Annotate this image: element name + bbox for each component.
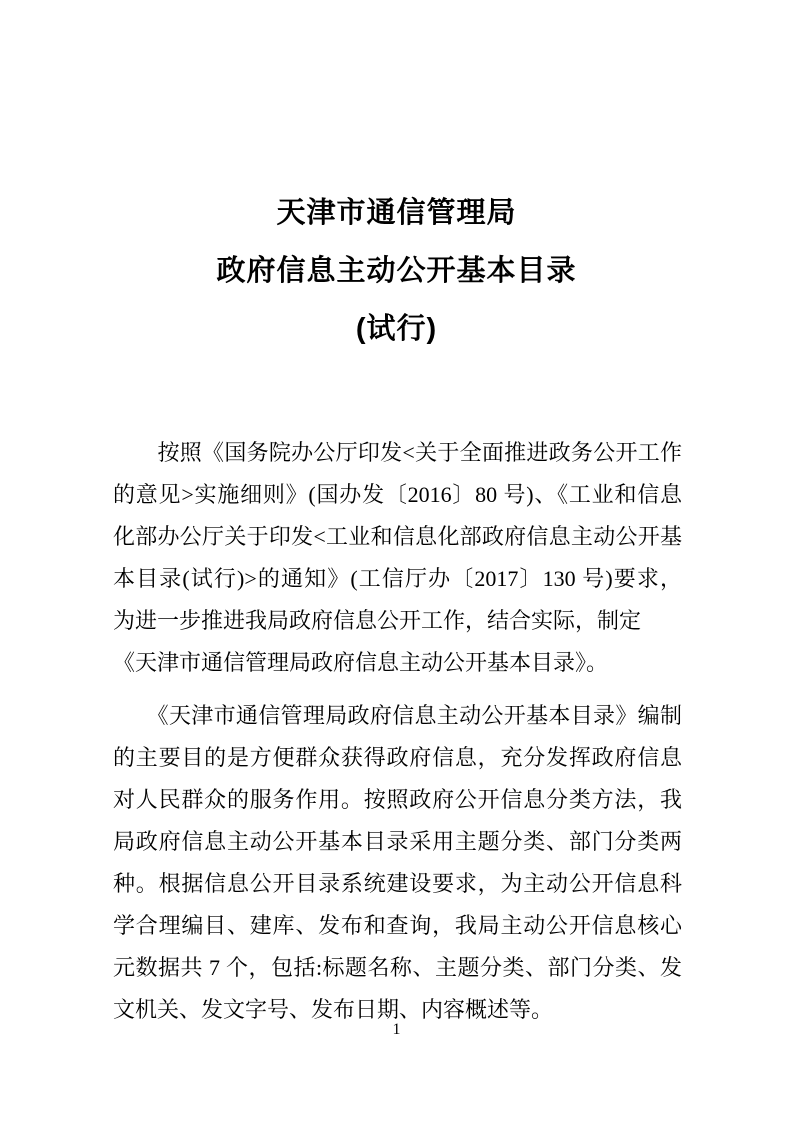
document-title [0, 0, 793, 358]
text-line: 本目录(试行)>的通知》(工信厅办〔2017〕130 号)要求， [113, 566, 682, 591]
text-line: 种。根据信息公开目录系统建设要求，为主动公开信息科 [113, 871, 682, 896]
document-body [113, 432, 682, 1031]
text-line: 对人民群众的服务作用。按照政府公开信息分类方法，我 [113, 787, 682, 812]
paragraph-2 [113, 695, 682, 1031]
page-number: 1 [392, 1021, 401, 1038]
title-line-3: (试行) [355, 313, 438, 345]
paragraph-1 [113, 432, 682, 684]
text-line: 学合理编目、建库、发布和查询，我局主动公开信息核心 [113, 913, 682, 938]
text-line: 的意见>实施细则》(国办发〔2016〕80 号)、《工业和信息 [113, 482, 682, 507]
text-line: 按照《国务院办公厅印发<关于全面推进政务公开工作 [113, 440, 682, 465]
page-footer [0, 1018, 793, 1042]
title-line-2: 政府信息主动公开基本目录 [216, 255, 577, 287]
text-line: 化部办公厅关于印发<工业和信息化部政府信息主动公开基 [113, 524, 682, 549]
text-line: 的主要目的是方便群众获得政府信息，充分发挥政府信息 [113, 745, 682, 770]
title-line-1: 天津市通信管理局 [276, 197, 517, 229]
text-line: 《天津市通信管理局政府信息主动公开基本目录》编制 [113, 703, 682, 728]
text-line: 《天津市通信管理局政府信息主动公开基本目录》。 [113, 650, 609, 675]
text-line: 元数据共 7 个，包括:标题名称、主题分类、部门分类、发 [113, 955, 682, 980]
text-line: 局政府信息主动公开基本目录采用主题分类、部门分类两 [113, 829, 682, 854]
text-line: 为进一步推进我局政府信息公开工作，结合实际，制定 [113, 608, 642, 633]
text-line: 文机关、发文字号、发布日期、内容概述等。 [113, 997, 554, 1022]
